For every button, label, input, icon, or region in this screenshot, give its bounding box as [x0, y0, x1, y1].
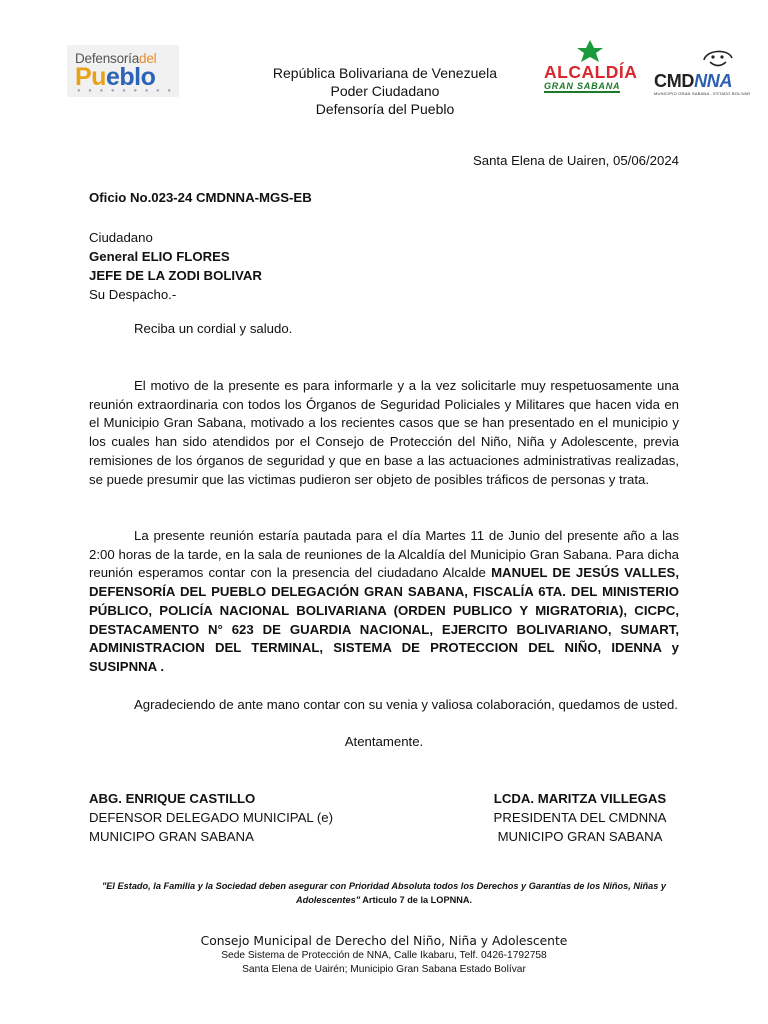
- signer-title: PRESIDENTA DEL CMDNNA: [493, 810, 667, 825]
- smiley-face-icon: [698, 46, 738, 72]
- footer-address: Sede Sistema de Protección de NNA, Calle Ikabaru, Telf. 0426-1792758: [221, 950, 547, 961]
- signer-title: DEFENSOR DELEGADO MUNICIPAL (e): [89, 810, 334, 825]
- greeting: Reciba un cordial y saludo.: [134, 321, 293, 336]
- logo-dots-decoration: ● ● ● ● ● ● ● ● ●: [77, 88, 174, 94]
- footer: [0, 933, 768, 977]
- alcaldia-logo: ALCALDÍA GRAN SABANA: [540, 40, 640, 100]
- header-line-3: Defensoría del Pueblo: [315, 101, 455, 117]
- closing: Atentamente.: [344, 734, 424, 749]
- header-line-1: República Bolivariana de Venezuela: [272, 65, 498, 81]
- signer-place: MUNICIPO GRAN SABANA: [497, 829, 663, 844]
- signature-right: [480, 789, 680, 846]
- cmdnna-logo: CMDNNA MUNICIPIO GRAN SABANA - ESTADO BOLIVAR: [652, 46, 744, 100]
- defensoria-logo: Defensoríadel Pueblo ● ● ● ● ● ● ● ● ●: [67, 45, 179, 97]
- signature-left: [89, 789, 333, 846]
- signer-place: MUNICIPO GRAN SABANA: [89, 829, 254, 844]
- oficio-number: Oficio No.023-24 CMDNNA-MGS-EB: [89, 190, 312, 205]
- body-paragraph-1: El motivo de la presente es para informarle y a la vez solicitarle muy respetuosamente una reunión extraordinaria con todos los Órganos de Seguridad Policiales y Militares que hacen vida en el Municipio Gran Sabana, motivado a los recientes casos que se han presentado en el municipio y los cuales han sido atendidos por el Consejo de Protección del Niño, Niña y Adolescente, previa remisiones de los órganos de seguridad y que en base a las actuaciones administrativas realizadas, se puede presumir que las victimas pudieron ser objeto de posibles tráficos de personas y trata.: [89, 378, 679, 487]
- body-paragraph-2: La presente reunión estaría pautada para el día Martes 11 de Junio del presente año a las 2:00 horas de la tarde, en la sala de reuniones de la Alcaldía del Municipio Gran Sabana. Para dicha reunión esperamos contar con la presencia del ciudadano Alcalde MANUEL DE JESÚS VALLES, DEFENSORÍA DEL PUEBLO DELEGACIÓN GRAN SABANA, FISCALÍA 6TA. DEL MINISTERIO PÚBLICO, POLICÍA NACIONAL BOLIVARIANA (ORDEN PUBLICO Y MIGRATORIA), CICPC, DESTACAMENTO N° 623 DE GUARDIA NACIONAL, EJERCITO BOLIVARIANO, SUMART, ADMINISTRACION DEL TERMINAL, SISTEMA DE PROTECCION DEL NIÑO, IDENNA y SUSIPNNA .: [89, 528, 679, 674]
- header-line-2: Poder Ciudadano: [330, 83, 440, 99]
- recipient-block: [89, 228, 262, 304]
- footer-organization: Consejo Municipal de Derecho del Niño, Niña y Adolescente: [200, 934, 568, 948]
- invited-institutions: MANUEL DE JESÚS VALLES, DEFENSORÍA DEL PUEBLO DELEGACIÓN GRAN SABANA, FISCALÍA 6TA. DEL MINISTERIO PÚBLICO, POLICÍA NACIONAL BOLIVARIANA (ORDEN PUBLICO Y MIGRATORIA), CICPC, DESTACAMENTO N° 623 DE GUARDIA NACIONAL, EJERCITO BOLIVARIANO, SUMART, ADMINISTRACION DEL TERMINAL, SISTEMA DE PROTECCION DEL NIÑO, IDENNA y SUSIPNNA .: [89, 565, 679, 674]
- letterhead: [230, 64, 540, 118]
- letter-date: Santa Elena de Uairen, 05/06/2024: [472, 153, 679, 168]
- signer-name: ABG. ENRIQUE CASTILLO: [89, 791, 256, 806]
- star-icon: [572, 40, 608, 64]
- recipient-salutation: Ciudadano: [89, 230, 153, 245]
- recipient-title: JEFE DE LA ZODI BOLIVAR: [89, 268, 262, 283]
- recipient-name: General ELIO FLORES: [89, 249, 230, 264]
- body-paragraph-3: Agradeciendo de ante mano contar con su venia y valiosa colaboración, quedamos de usted.: [134, 697, 678, 712]
- legal-quote: "El Estado, la Familia y la Sociedad deben asegurar con Prioridad Absoluta todos los Derechos y Garantías de los Niños, Niñas y Adolescentes" Articulo 7 de la LOPNNA.: [101, 881, 667, 905]
- footer-location: Santa Elena de Uairén; Municipio Gran Sabana Estado Bolívar: [242, 964, 526, 975]
- recipient-office: Su Despacho.-: [89, 287, 177, 302]
- signer-name: LCDA. MARITZA VILLEGAS: [493, 791, 667, 806]
